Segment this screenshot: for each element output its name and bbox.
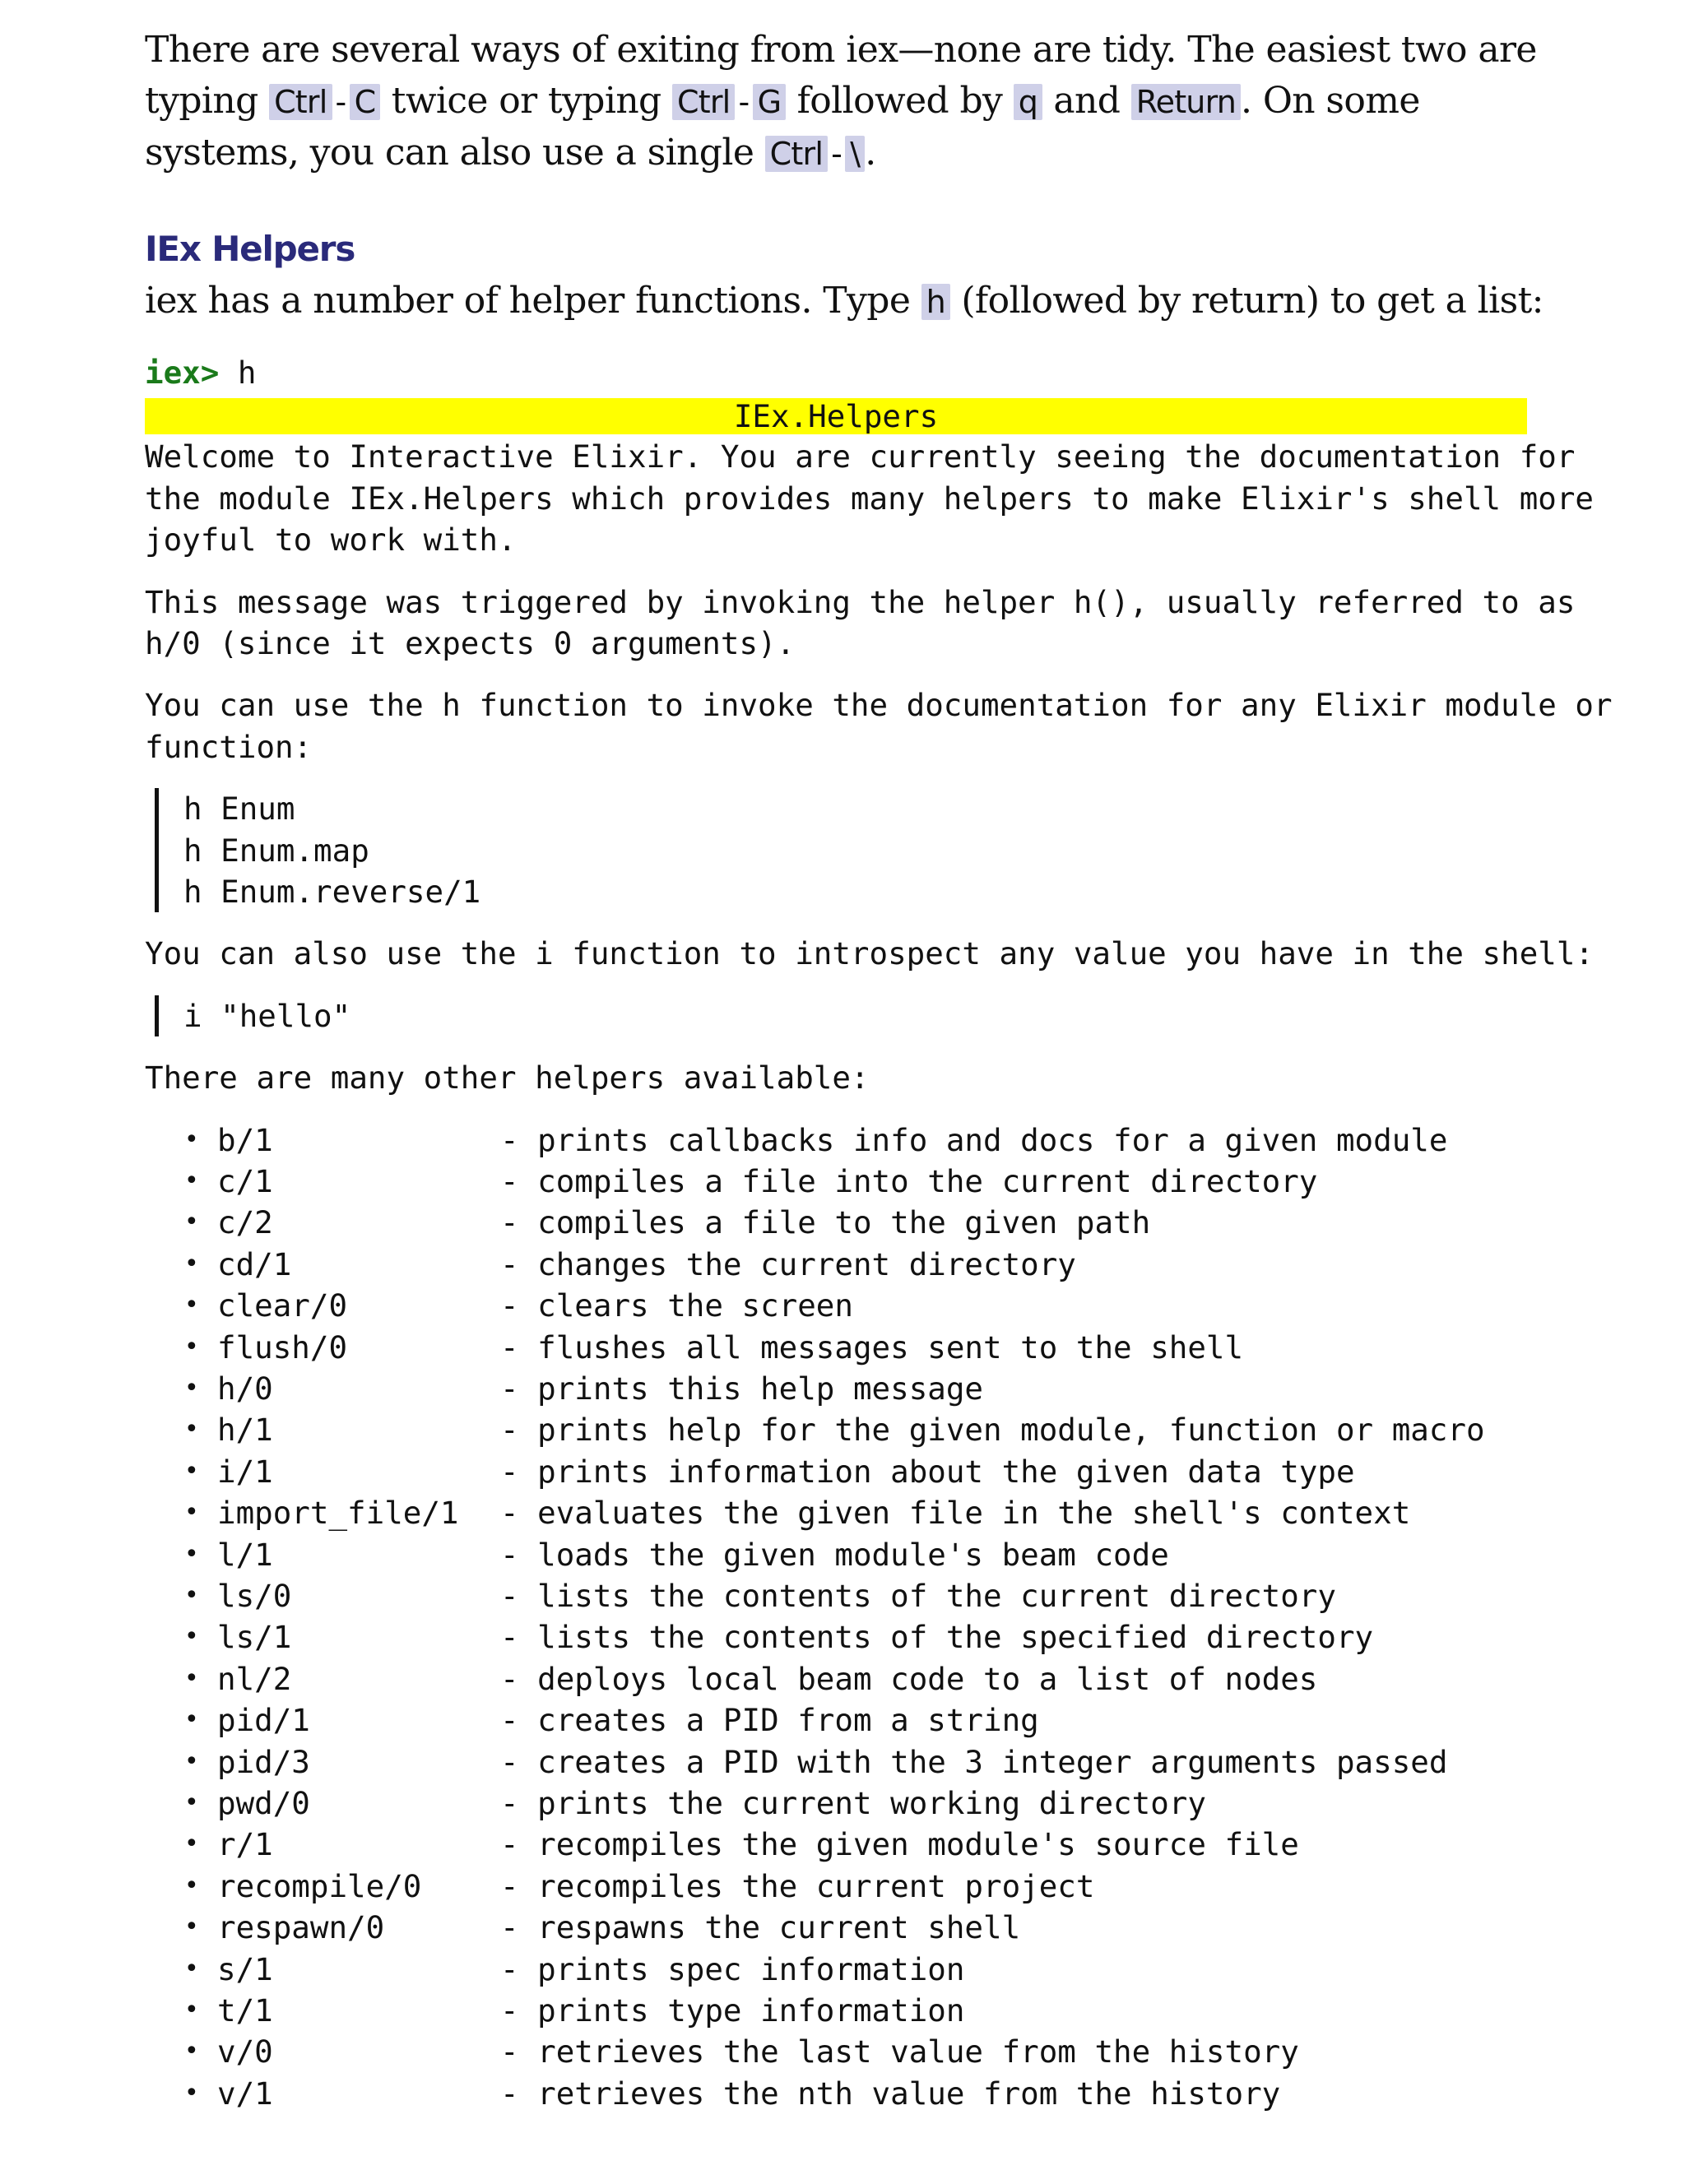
key-c: C bbox=[350, 84, 381, 120]
text-run: iex has a number of helper functions. Type bbox=[145, 280, 921, 322]
list-item bbox=[184, 1616, 1560, 1658]
helper-description: - creates a PID with the 3 integer arguments passed bbox=[500, 1743, 1448, 1780]
bullet-icon: • bbox=[184, 1788, 199, 1817]
helper-name: pwd/0 bbox=[217, 1784, 310, 1821]
list-item bbox=[184, 1575, 1560, 1616]
key-separator: - bbox=[738, 84, 750, 120]
helper-name: b/1 bbox=[217, 1121, 273, 1158]
helper-description: - loads the given module's beam code bbox=[500, 1536, 1169, 1573]
bullet-icon: • bbox=[184, 1291, 199, 1320]
text-run: . On some systems, you can also use a single bbox=[145, 80, 1420, 174]
bullet-icon: • bbox=[184, 1208, 199, 1237]
list-item bbox=[184, 1658, 1560, 1699]
key-h: h bbox=[921, 284, 950, 320]
exit-paragraph bbox=[145, 25, 1560, 179]
i-example-quote: i "hello" bbox=[155, 995, 1560, 1036]
bullet-icon: • bbox=[184, 1539, 199, 1569]
helper-name: cd/1 bbox=[217, 1245, 292, 1282]
key-backslash: \ bbox=[845, 136, 865, 172]
list-item bbox=[184, 1783, 1560, 1824]
helper-description: - lists the contents of the current directory bbox=[500, 1577, 1336, 1614]
helper-name: ls/1 bbox=[217, 1619, 292, 1656]
h-examples-quote: h Enum h Enum.map h Enum.reverse/1 bbox=[155, 788, 1560, 912]
list-item bbox=[184, 1120, 1560, 1161]
text-run: followed by bbox=[786, 80, 1014, 122]
helper-name: ls/0 bbox=[217, 1577, 292, 1614]
helper-description: - clears the screen bbox=[500, 1287, 853, 1324]
helper-description: - prints help for the given module, function or macro bbox=[500, 1412, 1485, 1449]
list-item bbox=[184, 1451, 1560, 1492]
helper-description: - prints this help message bbox=[500, 1370, 983, 1407]
helper-name: c/2 bbox=[217, 1204, 273, 1241]
list-item bbox=[184, 1907, 1560, 1948]
bullet-icon: • bbox=[184, 1746, 199, 1776]
helper-description: - recompiles the given module's source file bbox=[500, 1826, 1299, 1863]
helper-name: h/1 bbox=[217, 1412, 273, 1449]
helper-description: - compiles a file into the current directory bbox=[500, 1163, 1318, 1200]
helper-description: - retrieves the nth value from the history bbox=[500, 2075, 1281, 2112]
list-item bbox=[184, 1285, 1560, 1326]
key-g: G bbox=[753, 84, 787, 120]
document-page bbox=[145, 25, 1613, 2114]
helper-description: - deploys local beam code to a list of nodes bbox=[500, 1660, 1318, 1697]
helper-description: - prints the current working directory bbox=[500, 1784, 1206, 1821]
other-helpers-text: There are many other helpers available: bbox=[145, 1060, 870, 1097]
list-item bbox=[184, 2031, 1560, 2072]
list-item bbox=[184, 1368, 1560, 1409]
key-ctrl: Ctrl bbox=[269, 84, 332, 120]
helper-name: c/1 bbox=[217, 1163, 273, 1200]
key-separator: - bbox=[335, 84, 346, 120]
iex-prompt-line bbox=[145, 352, 1560, 393]
helper-name: i/1 bbox=[217, 1453, 273, 1490]
helper-description: - creates a PID from a string bbox=[500, 1702, 1039, 1739]
helper-description: - recompiles the current project bbox=[500, 1867, 1095, 1904]
key-return: Return bbox=[1131, 84, 1241, 120]
list-item bbox=[184, 1949, 1560, 1990]
helper-description: - prints callbacks info and docs for a given module bbox=[500, 1121, 1448, 1158]
helper-name: h/0 bbox=[217, 1370, 273, 1407]
helper-name: r/1 bbox=[217, 1826, 273, 1863]
bullet-icon: • bbox=[184, 2037, 199, 2066]
bullet-icon: • bbox=[184, 1249, 199, 1278]
list-item bbox=[184, 1866, 1560, 1907]
helper-name: s/1 bbox=[217, 1950, 273, 1987]
helper-name: v/1 bbox=[217, 2075, 273, 2112]
bullet-icon: • bbox=[184, 1332, 199, 1361]
text-run: There are several ways of exiting from iex—none are tidy. The easiest two are typing bbox=[145, 29, 1537, 122]
helper-description: - prints information about the given data type bbox=[500, 1453, 1355, 1490]
helper-description: - prints spec information bbox=[500, 1950, 965, 1987]
helper-name: respawn/0 bbox=[217, 1909, 385, 1946]
helpers-intro-paragraph bbox=[145, 276, 1560, 327]
bullet-icon: • bbox=[184, 1622, 199, 1652]
bullet-icon: • bbox=[184, 1913, 199, 1942]
bullet-icon: • bbox=[184, 1166, 199, 1196]
key-ctrl: Ctrl bbox=[765, 136, 828, 172]
list-item bbox=[184, 2073, 1560, 2114]
bullet-icon: • bbox=[184, 1705, 199, 1735]
helper-name: v/0 bbox=[217, 2033, 273, 2070]
helpers-list bbox=[145, 1120, 1560, 2114]
bullet-icon: • bbox=[184, 1829, 199, 1859]
bullet-icon: • bbox=[184, 1374, 199, 1403]
helper-name: recompile/0 bbox=[217, 1867, 422, 1904]
list-item bbox=[184, 1161, 1560, 1202]
bullet-icon: • bbox=[184, 1124, 199, 1154]
key-q: q bbox=[1014, 84, 1042, 120]
helper-description: - lists the contents of the specified directory bbox=[500, 1619, 1374, 1656]
helper-name: nl/2 bbox=[217, 1660, 292, 1697]
bullet-icon: • bbox=[184, 1498, 199, 1528]
helper-description: - flushes all messages sent to the shell bbox=[500, 1328, 1244, 1366]
bullet-icon: • bbox=[184, 1663, 199, 1693]
h-usage-text: You can use the h function to invoke the documentation for any Elixir module or function: bbox=[145, 687, 1613, 765]
bullet-icon: • bbox=[184, 1954, 199, 1983]
list-item bbox=[184, 1409, 1560, 1450]
text-run: . bbox=[865, 132, 876, 174]
list-item bbox=[184, 1534, 1560, 1575]
welcome-text: Welcome to Interactive Elixir. You are currently seeing the documentation for the module IEx.Helpers which provides many helpers to make Elixir's shell more joyful to work with. bbox=[145, 438, 1594, 559]
i-usage-text: You can also use the i function to introspect any value you have in the shell: bbox=[145, 935, 1594, 972]
helper-description: - changes the current directory bbox=[500, 1245, 1076, 1282]
list-item bbox=[184, 1741, 1560, 1783]
list-item bbox=[184, 1824, 1560, 1865]
key-separator: - bbox=[831, 136, 842, 172]
list-item bbox=[184, 1327, 1560, 1368]
helper-name: t/1 bbox=[217, 1992, 273, 2029]
bullet-icon: • bbox=[184, 1871, 199, 1900]
section-heading: IEx Helpers bbox=[145, 229, 355, 269]
list-item bbox=[184, 1699, 1560, 1741]
helper-description: - compiles a file to the given path bbox=[500, 1204, 1151, 1241]
helper-name: pid/3 bbox=[217, 1743, 310, 1780]
text-run: (followed by return) to get a list: bbox=[949, 280, 1543, 322]
bullet-icon: • bbox=[184, 1995, 199, 2024]
helper-name: import_file/1 bbox=[217, 1495, 459, 1532]
bullet-icon: • bbox=[184, 2078, 199, 2107]
helper-name: flush/0 bbox=[217, 1328, 348, 1366]
bullet-icon: • bbox=[184, 1415, 199, 1444]
module-banner: IEx.Helpers bbox=[145, 398, 1527, 434]
helper-name: l/1 bbox=[217, 1536, 273, 1573]
list-item bbox=[184, 1492, 1560, 1533]
helper-name: clear/0 bbox=[217, 1287, 348, 1324]
text-run: and bbox=[1042, 80, 1131, 122]
bullet-icon: • bbox=[184, 1456, 199, 1486]
bullet-icon: • bbox=[184, 1580, 199, 1610]
trigger-text: This message was triggered by invoking the helper h(), usually referred to as h/0 (since it expects 0 arguments). bbox=[145, 583, 1576, 662]
key-ctrl: Ctrl bbox=[672, 84, 735, 120]
helper-description: - retrieves the last value from the history bbox=[500, 2033, 1299, 2070]
helper-description: - respawns the current shell bbox=[500, 1909, 1021, 1946]
text-run: twice or typing bbox=[380, 80, 673, 122]
helper-name: pid/1 bbox=[217, 1702, 310, 1739]
list-item bbox=[184, 1990, 1560, 2031]
list-item bbox=[184, 1244, 1560, 1285]
helper-description: - prints type information bbox=[500, 1992, 965, 2029]
iex-command: h bbox=[219, 355, 257, 391]
list-item bbox=[184, 1202, 1560, 1243]
iex-prompt: iex> bbox=[145, 355, 220, 391]
helper-description: - evaluates the given file in the shell's context bbox=[500, 1495, 1411, 1532]
